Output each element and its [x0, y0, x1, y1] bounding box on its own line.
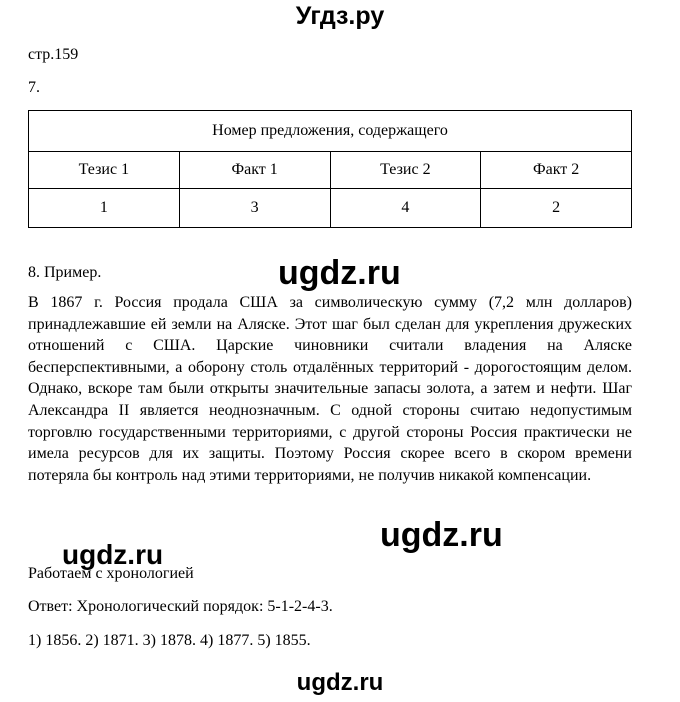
column-header: Тезис 2 — [330, 152, 481, 189]
task-8-heading: 8. Пример. — [28, 264, 102, 281]
page-number: стр.159 — [28, 46, 79, 63]
table-cell: 1 — [29, 189, 180, 228]
chronology-answer: Ответ: Хронологический порядок: 5-1-2-4-3. — [28, 598, 333, 615]
table-header: Номер предложения, содержащего — [29, 111, 632, 152]
column-header: Тезис 1 — [29, 152, 180, 189]
task-7-number: 7. — [28, 79, 40, 96]
table-cell: 4 — [330, 189, 481, 228]
site-title: Угдз.ру — [295, 2, 385, 30]
watermark: ugdz.ru — [380, 516, 503, 554]
task-8-answer-text: В 1867 г. Россия продала США за символическую сумму (7,2 млн долларов) принадлежавшие ей земли на Аляске. Этот шаг был сделан для укрепления дружеских отношений с США. Царские чиновники считали владения на Аляске бесперспективными, а оборону столь отдалённых территорий - дорогостоящим делом. Однако, вскоре там были открыты значительные запасы золота, а затем и нефти. Шаг Александра II является неоднозначным. С одной стороны считаю недопустимым торговлю государственными территориями, с другой стороны Россия практически не имела ресурсов для их защиты. Поэтому Россия скорее всего в скором времени потеряла бы контроль над этими территориями, не получив никакой компенсации. — [28, 294, 632, 484]
column-header: Факт 2 — [481, 152, 632, 189]
table-cell: 2 — [481, 189, 632, 228]
sentence-number-table — [28, 110, 632, 228]
table-cell: 3 — [179, 189, 330, 228]
watermark: ugdz.ru — [296, 669, 384, 696]
column-header: Факт 1 — [179, 152, 330, 189]
chronology-dates: 1) 1856. 2) 1871. 3) 1878. 4) 1877. 5) 1855. — [28, 632, 311, 649]
watermark: ugdz.ru — [278, 254, 401, 292]
chronology-heading: Работаем с хронологией — [28, 565, 194, 582]
watermark: ugdz.ru — [62, 539, 164, 570]
